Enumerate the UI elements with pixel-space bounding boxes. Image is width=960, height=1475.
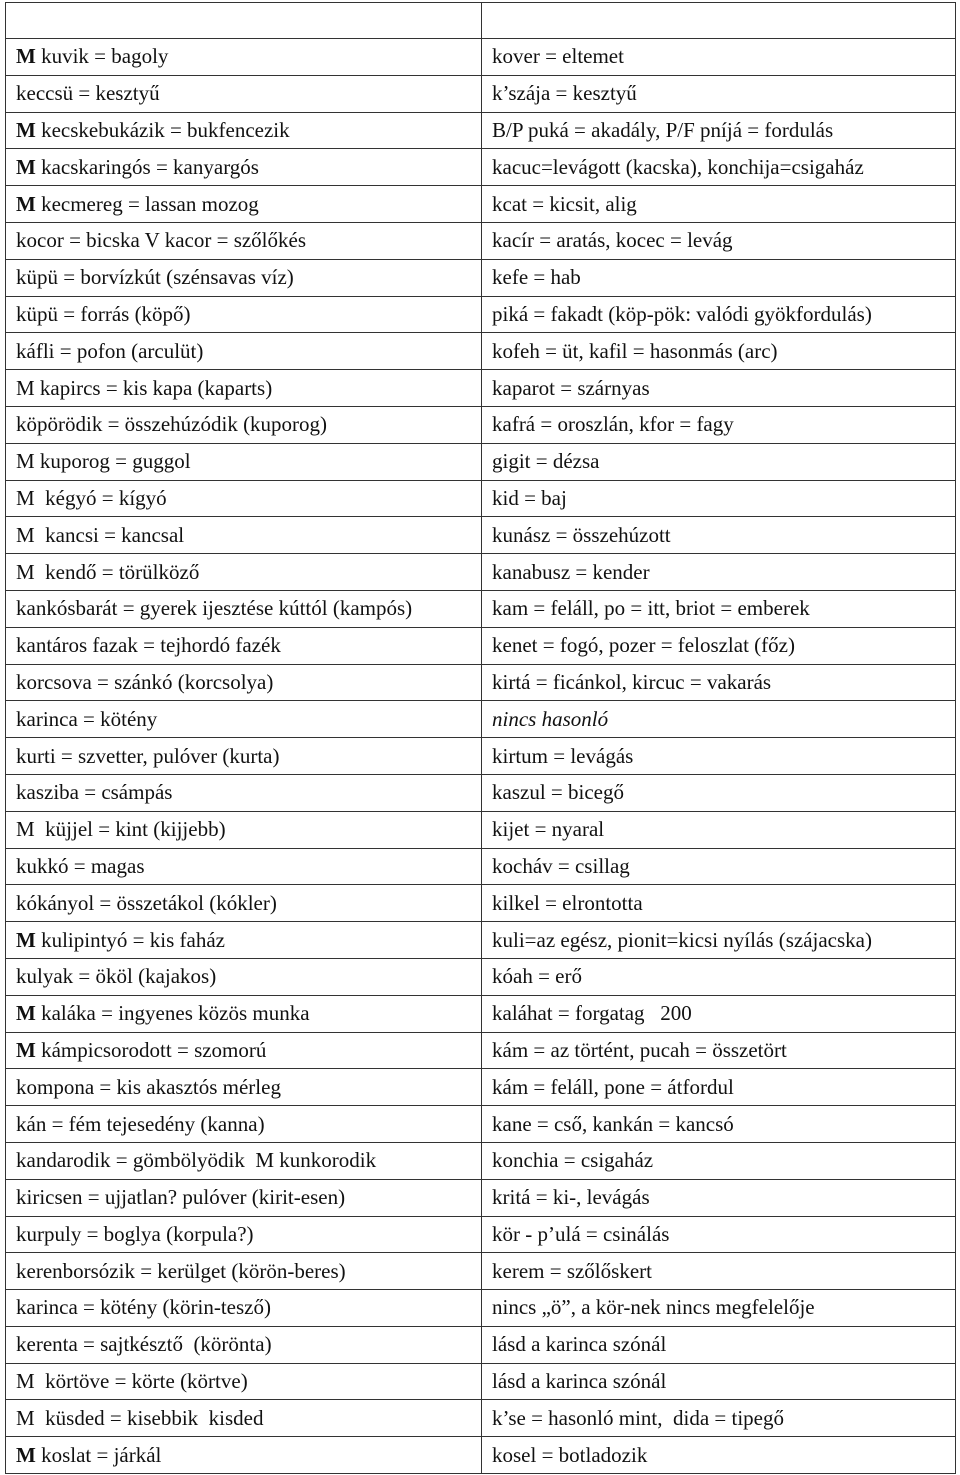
cell-regional-word	[6, 664, 482, 701]
cell-regional-word	[6, 406, 482, 443]
table-row	[6, 774, 956, 811]
regional-word-text: M kendő = törülköző	[16, 559, 200, 584]
cell-comparison	[482, 590, 956, 627]
cell-regional-word	[6, 222, 482, 259]
regional-word-text: kompona = kis akasztós mérleg	[16, 1074, 281, 1099]
comparison-text: kcat = kicsit, alig	[492, 191, 637, 216]
table-row	[6, 406, 956, 443]
regional-word-text: káfli = pofon (arculüt)	[16, 338, 204, 363]
marker-m: M	[16, 191, 36, 216]
cell-regional-word	[6, 995, 482, 1032]
cell-regional-word	[6, 112, 482, 149]
comparison-text: kane = cső, kankán = kancsó	[492, 1111, 734, 1136]
cell-comparison	[482, 554, 956, 591]
regional-word-text: keccsü = kesztyű	[16, 81, 160, 106]
regional-word-text: M kancsi = kancsal	[16, 522, 185, 547]
cell-regional-word	[6, 1253, 482, 1290]
comparison-text: kör - p’ulá = csinálás	[492, 1221, 670, 1246]
vocabulary-table	[5, 2, 956, 1474]
regional-word-text: kacskaringós = kanyargós	[41, 154, 259, 179]
cell-regional-word	[6, 1032, 482, 1069]
comparison-text: lásd a karinca szónál	[492, 1369, 667, 1394]
cell-comparison	[482, 848, 956, 885]
regional-word-text: kulipintyó = kis faház	[41, 927, 225, 952]
cell-comparison	[482, 1032, 956, 1069]
comparison-text: kanabusz = kender	[492, 559, 650, 584]
cell-comparison	[482, 922, 956, 959]
cell-comparison	[482, 995, 956, 1032]
comparison-text: kacuc=levágott (kacska), konchija=csigaház	[492, 154, 864, 179]
cell-regional-word	[6, 75, 482, 112]
header-cell-left	[6, 3, 482, 39]
cell-comparison	[482, 259, 956, 296]
cell-comparison	[482, 333, 956, 370]
comparison-text: nincs „ö”, a kör-nek nincs megfelelője	[492, 1295, 815, 1320]
regional-word-text: kandarodik = gömbölyödik M kunkorodik	[16, 1148, 377, 1173]
table-row	[6, 222, 956, 259]
cell-comparison	[482, 149, 956, 186]
cell-comparison	[482, 1216, 956, 1253]
cell-comparison	[482, 1253, 956, 1290]
cell-comparison	[482, 112, 956, 149]
regional-word-text: köpörödik = összehúzódik (kuporog)	[16, 412, 328, 437]
cell-regional-word	[6, 590, 482, 627]
table-row	[6, 1142, 956, 1179]
table-row	[6, 1216, 956, 1253]
regional-word-text: kocor = bicska V kacor = szőlőkés	[16, 228, 307, 253]
comparison-text: piká = fakadt (köp-pök: valódi gyökfordulás)	[492, 301, 872, 326]
cell-comparison	[482, 885, 956, 922]
regional-word-text: kecskebukázik = bukfencezik	[41, 117, 290, 142]
cell-comparison	[482, 1363, 956, 1400]
table-row	[6, 333, 956, 370]
table-row	[6, 811, 956, 848]
cell-regional-word	[6, 738, 482, 775]
comparison-text: kenet = fogó, pozer = feloszlat (főz)	[492, 633, 795, 658]
cell-comparison	[482, 664, 956, 701]
cell-regional-word	[6, 259, 482, 296]
cell-regional-word	[6, 1106, 482, 1143]
comparison-text: nincs hasonló	[492, 706, 609, 731]
cell-comparison	[482, 1106, 956, 1143]
comparison-text: gigit = dézsa	[492, 449, 600, 474]
regional-word-text: kiricsen = ujjatlan? pulóver (kirit-esen)	[16, 1185, 346, 1210]
cell-comparison	[482, 701, 956, 738]
comparison-text: kofeh = üt, kafil = hasonmás (arc)	[492, 338, 778, 363]
regional-word-text: kámpicsorodott = szomorú	[41, 1037, 267, 1062]
comparison-text: lásd a karinca szónál	[492, 1332, 667, 1357]
comparison-text: kam = feláll, po = itt, briot = emberek	[492, 596, 810, 621]
cell-regional-word	[6, 922, 482, 959]
comparison-text: kilkel = elrontotta	[492, 890, 643, 915]
comparison-text: kaszul = bicegő	[492, 780, 624, 805]
regional-word-text: kukkó = magas	[16, 853, 145, 878]
cell-regional-word	[6, 149, 482, 186]
cell-regional-word	[6, 1363, 482, 1400]
table-row	[6, 995, 956, 1032]
regional-word-text: M körtöve = körte (körtve)	[16, 1369, 248, 1394]
cell-regional-word	[6, 1437, 482, 1474]
cell-comparison	[482, 627, 956, 664]
table-row	[6, 443, 956, 480]
regional-word-text: küpü = forrás (köpő)	[16, 301, 191, 326]
table-row	[6, 517, 956, 554]
table-row	[6, 370, 956, 407]
comparison-text: k’se = hasonló mint, dida = tipegő	[492, 1405, 784, 1430]
table-row	[6, 958, 956, 995]
cell-comparison	[482, 406, 956, 443]
table-row	[6, 1253, 956, 1290]
cell-regional-word	[6, 1400, 482, 1437]
cell-comparison	[482, 1400, 956, 1437]
table-row	[6, 296, 956, 333]
cell-comparison	[482, 1437, 956, 1474]
marker-m: M	[16, 117, 36, 142]
cell-comparison	[482, 296, 956, 333]
cell-regional-word	[6, 443, 482, 480]
comparison-text: kijet = nyaral	[492, 817, 605, 842]
table-row	[6, 738, 956, 775]
cell-regional-word	[6, 774, 482, 811]
comparison-text: kafrá = oroszlán, kfor = fagy	[492, 412, 734, 437]
table-row	[6, 1106, 956, 1143]
regional-word-text: kuvik = bagoly	[41, 44, 169, 69]
regional-word-text: kecmereg = lassan mozog	[41, 191, 259, 216]
comparison-text: kosel = botladozik	[492, 1442, 648, 1467]
regional-word-text: koslat = járkál	[41, 1442, 162, 1467]
table-header-row	[6, 3, 956, 39]
cell-regional-word	[6, 811, 482, 848]
comparison-text: kritá = ki-, levágás	[492, 1185, 650, 1210]
marker-m: M	[16, 1037, 36, 1062]
regional-word-text: karinca = kötény	[16, 706, 158, 731]
table-row	[6, 701, 956, 738]
comparison-text: kaparot = szárnyas	[492, 375, 650, 400]
comparison-text: kám = az történt, pucah = összetört	[492, 1037, 787, 1062]
table-row	[6, 1437, 956, 1474]
table-row	[6, 885, 956, 922]
cell-regional-word	[6, 885, 482, 922]
cell-regional-word	[6, 627, 482, 664]
regional-word-text: M kégyó = kígyó	[16, 485, 167, 510]
regional-word-text: kókányol = összetákol (kókler)	[16, 890, 277, 915]
cell-regional-word	[6, 1142, 482, 1179]
regional-word-text: korcsova = szánkó (korcsolya)	[16, 669, 274, 694]
regional-word-text: kurpuly = boglya (korpula?)	[16, 1221, 254, 1246]
regional-word-text: karinca = kötény (körin-tesző)	[16, 1295, 271, 1320]
comparison-text: kocháv = csillag	[492, 853, 630, 878]
table-row	[6, 1363, 956, 1400]
cell-regional-word	[6, 701, 482, 738]
table-row	[6, 75, 956, 112]
cell-regional-word	[6, 1326, 482, 1363]
comparison-text: kuli=az egész, pionit=kicsi nyílás (szájacska)	[492, 927, 872, 952]
comparison-text: kerem = szőlőskert	[492, 1258, 652, 1283]
cell-regional-word	[6, 370, 482, 407]
cell-regional-word	[6, 517, 482, 554]
regional-word-text: kán = fém tejesedény (kanna)	[16, 1111, 265, 1136]
comparison-text: kefe = hab	[492, 265, 581, 290]
table-row	[6, 1290, 956, 1327]
cell-comparison	[482, 186, 956, 223]
cell-comparison	[482, 75, 956, 112]
cell-regional-word	[6, 1179, 482, 1216]
marker-m: M	[16, 1442, 36, 1467]
comparison-text: kirtá = ficánkol, kircuc = vakarás	[492, 669, 772, 694]
comparison-text: k’szája = kesztyű	[492, 81, 637, 106]
table-row	[6, 259, 956, 296]
marker-m: M	[16, 154, 36, 179]
regional-word-text: M kuporog = guggol	[16, 449, 191, 474]
table-row	[6, 554, 956, 591]
cell-comparison	[482, 811, 956, 848]
comparison-text: kám = feláll, pone = átfordul	[492, 1074, 734, 1099]
regional-word-text: kaláka = ingyenes közös munka	[41, 1001, 310, 1026]
table-row	[6, 480, 956, 517]
regional-word-text: kulyak = ököl (kajakos)	[16, 964, 217, 989]
regional-word-text: M kapircs = kis kapa (kaparts)	[16, 375, 273, 400]
cell-regional-word	[6, 296, 482, 333]
table-row	[6, 848, 956, 885]
table-row	[6, 664, 956, 701]
cell-comparison	[482, 222, 956, 259]
cell-regional-word	[6, 1290, 482, 1327]
regional-word-text: M küjjel = kint (kijjebb)	[16, 817, 226, 842]
table-row	[6, 1326, 956, 1363]
cell-comparison	[482, 443, 956, 480]
comparison-text: kacír = aratás, kocec = levág	[492, 228, 733, 253]
regional-word-text: kerenborsózik = kerülget (körön-beres)	[16, 1258, 346, 1283]
table-row	[6, 1400, 956, 1437]
marker-m: M	[16, 44, 36, 69]
cell-comparison	[482, 480, 956, 517]
cell-comparison	[482, 1179, 956, 1216]
cell-regional-word	[6, 333, 482, 370]
cell-regional-word	[6, 480, 482, 517]
marker-m: M	[16, 1001, 36, 1026]
table-row	[6, 112, 956, 149]
cell-comparison	[482, 517, 956, 554]
cell-regional-word	[6, 186, 482, 223]
comparison-text: konchia = csigaház	[492, 1148, 654, 1173]
table-row	[6, 1069, 956, 1106]
marker-m: M	[16, 927, 36, 952]
table-row	[6, 1032, 956, 1069]
cell-comparison	[482, 1290, 956, 1327]
cell-comparison	[482, 774, 956, 811]
table-row	[6, 627, 956, 664]
cell-regional-word	[6, 1069, 482, 1106]
table-row	[6, 1179, 956, 1216]
regional-word-text: küpü = borvízkút (szénsavas víz)	[16, 265, 294, 290]
table-row	[6, 186, 956, 223]
cell-comparison	[482, 738, 956, 775]
table-row	[6, 149, 956, 186]
regional-word-text: kasziba = csámpás	[16, 780, 173, 805]
cell-regional-word	[6, 848, 482, 885]
cell-regional-word	[6, 958, 482, 995]
comparison-text: kóah = erő	[492, 964, 582, 989]
cell-comparison	[482, 39, 956, 76]
cell-comparison	[482, 370, 956, 407]
cell-comparison	[482, 1326, 956, 1363]
cell-comparison	[482, 1142, 956, 1179]
comparison-text: B/P puká = akadály, P/F pníjá = fordulás	[492, 117, 834, 142]
comparison-text: kunász = összehúzott	[492, 522, 671, 547]
cell-comparison	[482, 958, 956, 995]
cell-regional-word	[6, 39, 482, 76]
cell-comparison	[482, 1069, 956, 1106]
comparison-text: kirtum = levágás	[492, 743, 634, 768]
regional-word-text: kurti = szvetter, pulóver (kurta)	[16, 743, 280, 768]
cell-regional-word	[6, 554, 482, 591]
regional-word-text: kerenta = sajtkésztő (körönta)	[16, 1332, 272, 1357]
table-row	[6, 590, 956, 627]
regional-word-text: kantáros fazak = tejhordó fazék	[16, 633, 281, 658]
table-row	[6, 39, 956, 76]
regional-word-text: M küsded = kisebbik kisded	[16, 1405, 264, 1430]
comparison-text: kover = eltemet	[492, 44, 624, 69]
header-cell-right	[482, 3, 956, 39]
regional-word-text: kankósbarát = gyerek ijesztése kúttól (kampós)	[16, 596, 413, 621]
table-row	[6, 922, 956, 959]
comparison-text: kid = baj	[492, 485, 567, 510]
cell-regional-word	[6, 1216, 482, 1253]
vocabulary-rows	[6, 3, 956, 1474]
comparison-text: kaláhat = forgatag 200	[492, 1001, 692, 1026]
